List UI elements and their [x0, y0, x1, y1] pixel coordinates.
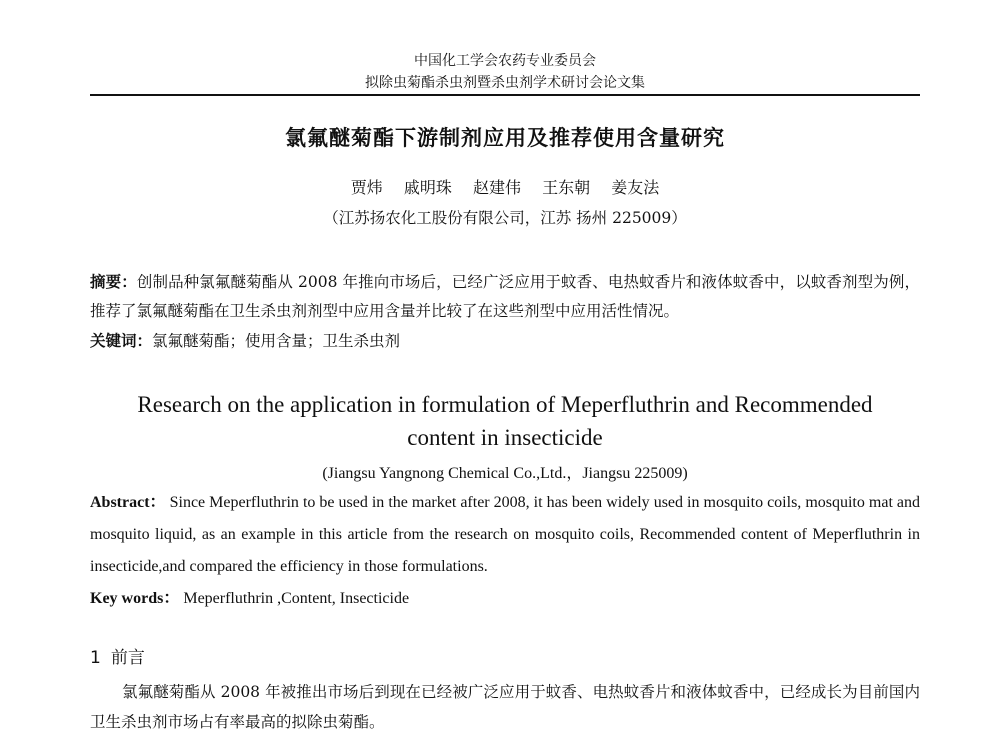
english-affiliation: (Jiangsu Yangnong Chemical Co.,Ltd.，Jiangsu 225009) [322, 465, 688, 482]
header-line-1: 中国化工学会农药专业委员会 [414, 53, 596, 69]
english-title [90, 388, 920, 454]
author: 戚明珠 [403, 178, 452, 197]
abstract-text-en: Since Meperfluthrin to be used in the market after 2008, it has been widely used in mosquito coils, mosquito mat and mosquito liquid, as an example in this article from the research on mosquito coils, Recommended content of Meperfluthrin in insecticide,and compared the efficiency in those formulations. [90, 494, 921, 575]
english-title-line-1: Research on the application in formulation of Meperfluthrin and Recommended [137, 392, 873, 417]
author-list [90, 175, 920, 198]
abstract-text: 创制品种氯氟醚菊酯从 2008 年推向市场后，已经广泛应用于蚊香、电热蚊香片和液体蚊香中，以蚊香剂型为例，推荐了氯氟醚菊酯在卫生杀虫剂剂型中应用含量并比较了在这些剂型中应用活性情况。 [90, 273, 920, 320]
keywords-text-en: Meperfluthrin ,Content, Insecticide [183, 590, 410, 607]
section-title: 前言 [110, 648, 145, 668]
chinese-keywords [90, 326, 920, 356]
english-keywords [90, 583, 920, 615]
affiliation: （江苏扬农化工股份有限公司，江苏 扬州 225009） [323, 209, 687, 227]
section-heading [90, 643, 920, 668]
section-number: 1 [90, 648, 101, 668]
running-header [90, 50, 920, 94]
header-divider [90, 94, 920, 96]
author: 王东朝 [542, 178, 591, 197]
abstract-label-en: Abstract： [90, 494, 166, 511]
author: 姜友法 [611, 178, 660, 197]
english-abstract [90, 487, 920, 583]
paper-title: 氯氟醚菊酯下游制剂应用及推荐使用含量研究 [285, 126, 725, 150]
author: 贾炜 [350, 178, 383, 197]
body-paragraph: 氯氟醚菊酯从 2008 年被推出市场后到现在已经被广泛应用于蚊香、电热蚊香片和液体蚊香中，已经成长为目前国内卫生杀虫剂市场占有率最高的拟除虫菊酯。 [90, 683, 920, 731]
english-abstract-block [90, 487, 920, 615]
abstract-label: 摘要： [90, 272, 137, 291]
chinese-abstract [90, 267, 920, 326]
keywords-text: 氯氟醚菊酯；使用含量；卫生杀虫剂 [152, 332, 401, 350]
english-title-line-2: content in insecticide [407, 425, 603, 450]
keywords-label-en: Key words： [90, 590, 180, 607]
keywords-label: 关键词： [90, 331, 153, 350]
header-line-2: 拟除虫菊酯杀虫剂暨杀虫剂学术研讨会论文集 [365, 75, 645, 91]
chinese-abstract-block [90, 267, 920, 356]
author: 赵建伟 [472, 178, 521, 197]
